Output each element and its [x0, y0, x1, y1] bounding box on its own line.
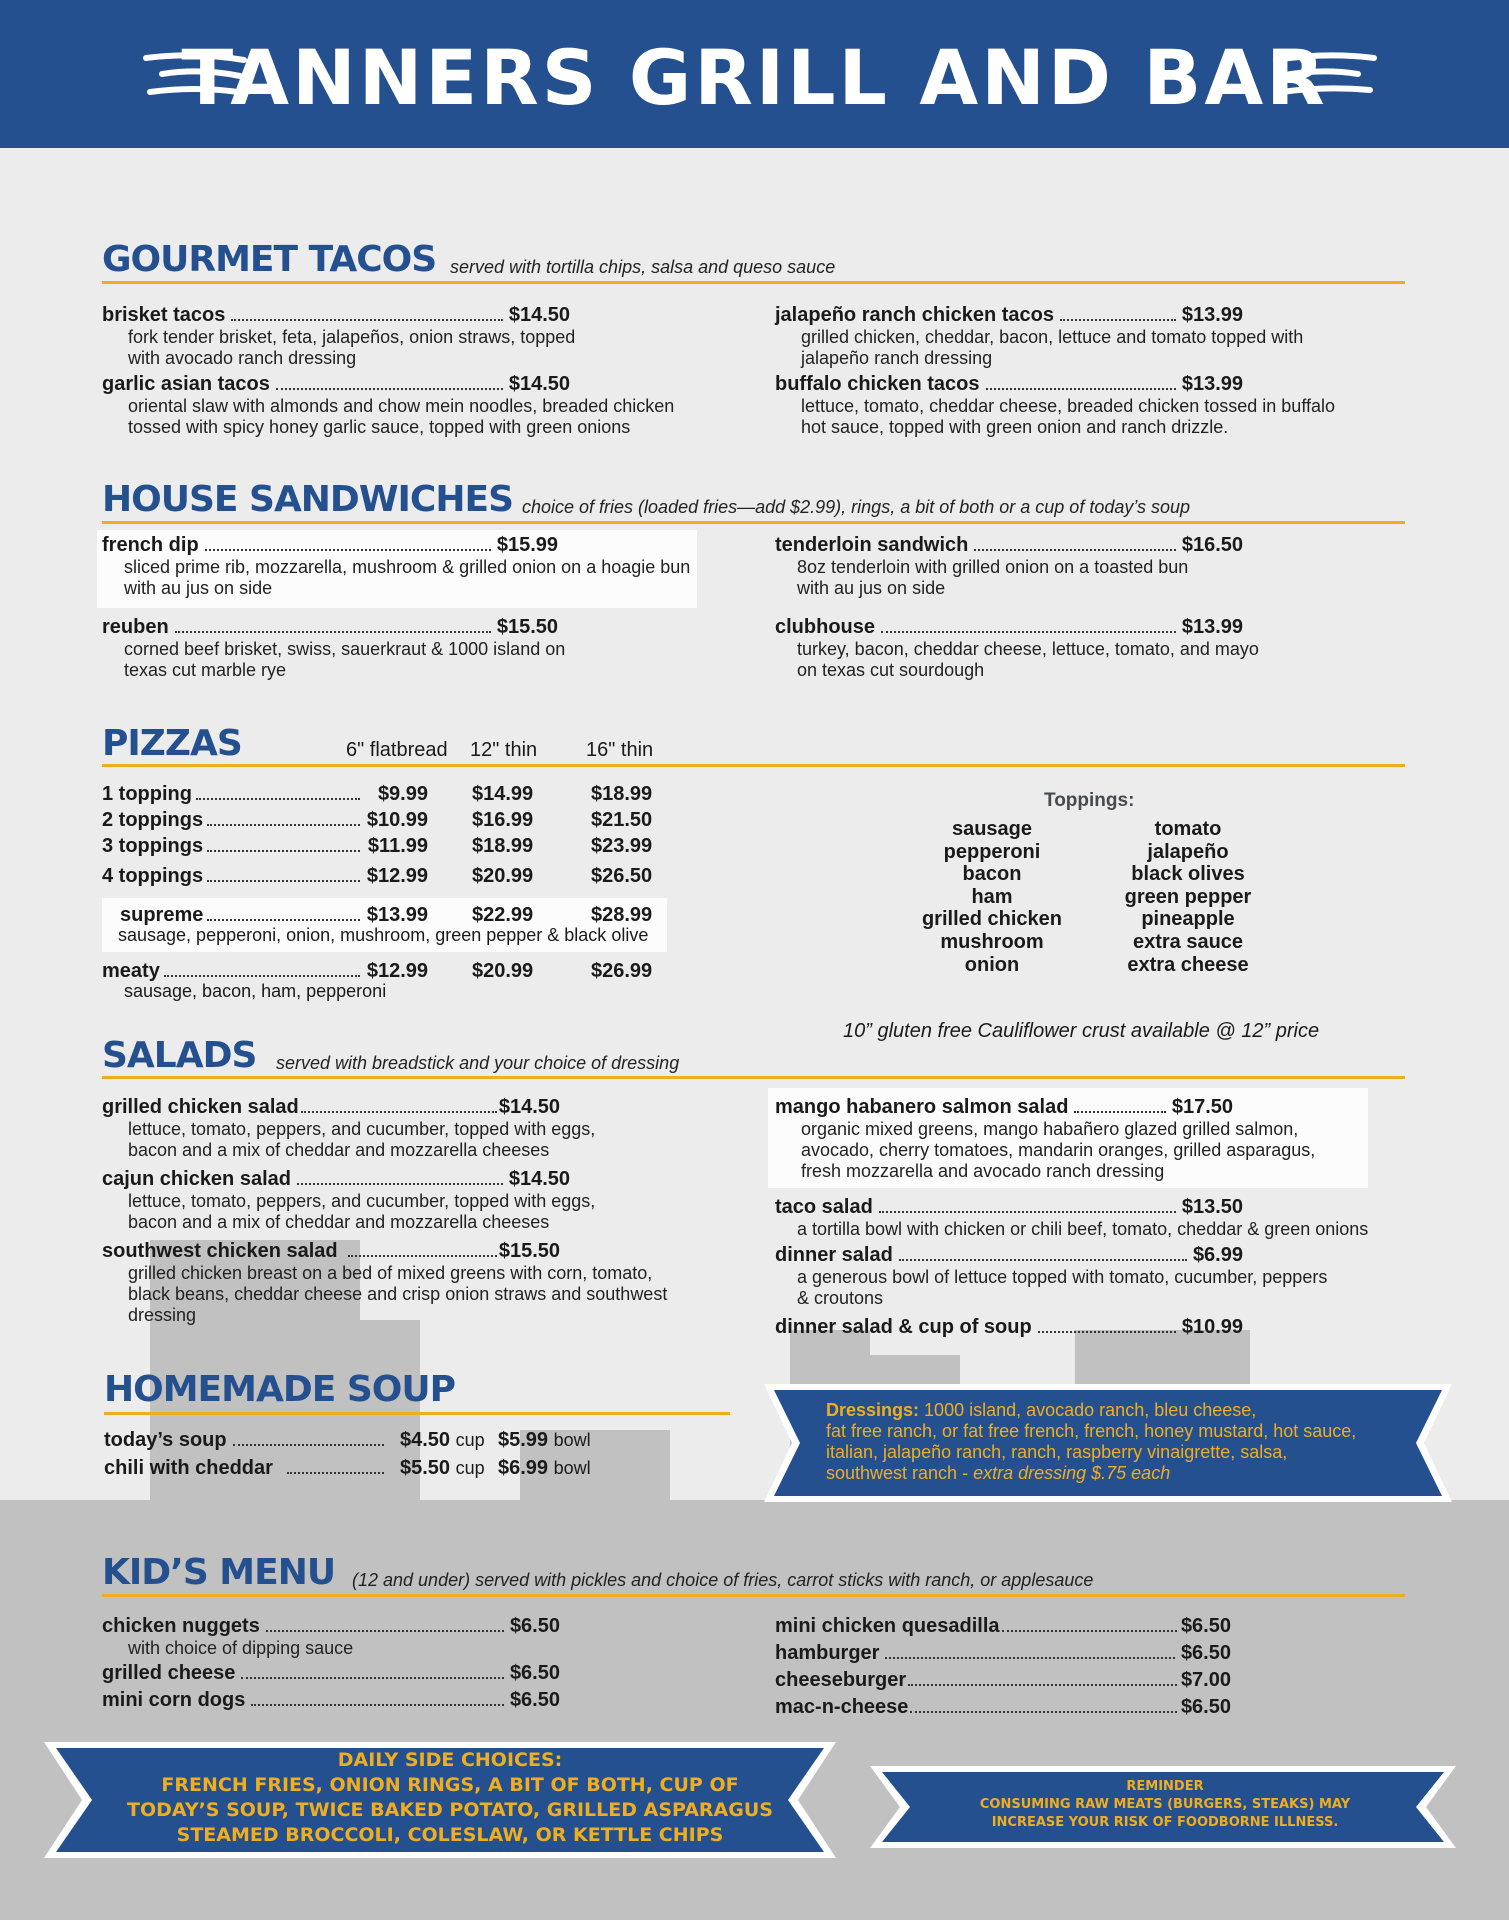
menu-item: french dip $15.99 sliced prime rib, mozzarella, mushroom & grilled onion on a hoagie bun with au jus on side [102, 534, 691, 598]
section-rule [102, 1594, 1405, 1597]
section-rule [102, 764, 1405, 767]
toppings-list-right: tomato jalapeño black olives green pepper pineapple extra sauce extra cheese [1124, 818, 1252, 976]
side-choices-text: DAILY SIDE CHOICES: FRENCH FRIES, ONION RINGS, A BIT OF BOTH, CUP OF TODAY’S SOUP, TWICE BAKED POTATO, GRILLED ASPARAGUS STEAMED BROCCOLI, COLESLAW, OR KETTLE CHIPS [127, 1749, 773, 1846]
restaurant-name: TANNERS GRILL AND BAR [181, 33, 1328, 122]
menu-item: grilled chicken salad $14.50 lettuce, tomato, peppers, and cucumber, topped with eggs, bacon and a mix of cheddar and mozzarella cheeses [102, 1096, 596, 1160]
size-header: 16" thin [586, 739, 654, 761]
menu-item: chicken nuggets $6.50 with choice of dipping sauce [102, 1615, 560, 1658]
dressings-text: Dressings: 1000 island, avocado ranch, bleu cheese, fat free ranch, or fat free french, french, honey mustard, hot sauce, italian, jalapeño ranch, ranch, raspberry vinaigrette, salsa, southwest ranch - extra dressing $.75 each [826, 1400, 1357, 1483]
section-subtitle-kids: (12 and under) served with pickles and choice of fries, carrot sticks with ranch, or applesauce [352, 1570, 1094, 1590]
section-subtitle-tacos: served with tortilla chips, salsa and queso sauce [450, 257, 836, 277]
section-rule [102, 281, 1405, 284]
header-banner [0, 0, 1509, 148]
section-rule [104, 1412, 730, 1415]
menu-item: garlic asian tacos $14.50 oriental slaw with almonds and chow mein noodles, breaded chicken tossed with spicy honey garlic sauce, topped with green onions [102, 373, 675, 437]
section-title-soup: HOMEMADE SOUP [104, 1369, 455, 1410]
menu-item: dinner salad $6.99 a generous bowl of lettuce topped with tomato, cucumber, peppers & croutons [775, 1244, 1328, 1308]
menu-item: mango habanero salmon salad $17.50 organic mixed greens, mango habañero glazed grilled salmon, avocado, cherry tomatoes, mandarin oranges, grilled asparagus, fresh mozzarella and avocado ranch dressing [775, 1096, 1316, 1181]
section-title-kids: KID’S MENU [102, 1552, 336, 1593]
menu-item: tenderloin sandwich $16.50 8oz tenderloin with grilled onion on a toasted bun with au jus on side [775, 534, 1243, 598]
toppings-list-left: sausage pepperoni bacon ham grilled chicken mushroom onion [921, 818, 1063, 976]
section-title-salads: SALADS [102, 1035, 257, 1076]
section-rule [102, 1076, 1405, 1079]
section-title-sandwiches: HOUSE SANDWICHES [102, 479, 513, 520]
section-subtitle-sandwiches: choice of fries (loaded fries—add $2.99), rings, a bit of both or a cup of today’s soup [522, 497, 1191, 517]
menu-item: buffalo chicken tacos $13.99 lettuce, tomato, cheddar cheese, breaded chicken tossed in buffalo hot sauce, topped with green onion and ranch drizzle. [775, 373, 1336, 437]
section-subtitle-salads: served with breadstick and your choice of dressing [276, 1053, 680, 1073]
menu-item: brisket tacos $14.50 fork tender brisket, feta, jalapeños, onion straws, topped with avocado ranch dressing [102, 304, 576, 368]
menu-item: clubhouse $13.99 turkey, bacon, cheddar cheese, lettuce, tomato, and mayo on texas cut sourdough [775, 616, 1259, 680]
menu-page: TANNERS GRILL AND BAR GOURMET TACOS served with tortilla chips, salsa and queso sauce brisket tacos $14.50 fork tender brisket, feta, jalapeños, onion straws, topped with avocado ranch dressing garlic asian tacos $14.50 oriental slaw with almonds and chow mein noodles, breaded chicken tossed with spicy honey garlic sauce, topped with green onions jalapeño ranch chicken tacos $13.99 grilled chicken, cheddar, bacon, lettuce and tomato topped with jalapeño ranch dressing buffalo chicken tacos $13.99 lettuce, tomato, cheddar cheese, breaded chicken tossed in buffalo hot sauce, topped with green onion and ranch drizzle. HOUSE SANDWICHES choice of fries (loaded fries—add $2.99), rings, a bit of both or a cup of today’s soup french dip $15.99 sliced prime rib, mozzarella, mushroom & grilled onion on a hoagie bun with au jus on side reuben $15.50 corned beef brisket, swiss, sauerkraut & 1000 island on texas cut marble rye tenderloin sandwich $16.50 8oz tenderloin with grilled onion on a toasted bun with au jus on side clubhouse $13.99 turkey, bacon, cheddar cheese, lettuce, tomato, and mayo on texas cut sourdough PIZZAS 6" flatbread 12" thin 16" thin 1 topping $9.99 $14.99 $18.99 2 toppings $10.99 $16.99 $21.50 3 toppings $11.99 $18.99 $23.99 4 toppings $12.99 $20.99 $26.50 supreme $13.99 $22.99 $28.99 sausage, pepperoni, onion, mushroom, green pepper & black olive meaty $12.99 $20.99 $26.99 sausage, bacon, ham, pepperoni Toppings: sausage pepperoni bacon ham grilled chicken mushroom onion tomato jalapeño black olives green pepper pineapple extra sauce extra cheese 10” gluten free Cauliflower crust available @ 12” price SALADS served with breadstick and your choice of dressing grilled chicken salad $14.50 lettuce, tomato, peppers, and cucumber, topped with eggs, bacon and a mix of cheddar and mozzarella cheeses cajun chicken salad $14.50 lettuce, tomato, peppers, and cucumber, topped with eggs, bacon and a mix of cheddar and mozzarella cheeses southwest chicken salad $15.50 grilled chicken breast on a bed of mixed greens with corn, tomato, black beans, cheddar cheese and crisp onion straws and southwest dressing mango habanero salmon salad $17.50 organic mixed greens, mango habañero glazed grilled salmon, avocado, cherry tomatoes, mandarin oranges, grilled asparagus, fresh mozzarella and avocado ranch dressing taco salad $13.50 a tortilla bowl with chicken or chili beef, tomato, cheddar & green onions dinner salad $6.99 a generous bowl of lettuce topped with tomato, cucumber, peppers & croutons dinner salad & cup of soup $10.99 HOMEMADE SOUP today’s soup $4.50 cup $5.99 bowl chili with cheddar $5.50 cup $6.99 bowl Dressings: 1000 island, avocado ranch, bleu cheese, fat free ranch, or fat free french, french, honey mustard, hot sauce, italian, jalapeño ranch, ranch, raspberry vinaigrette, salsa, southwest ranch - extra dressing $.75 each KID’S MENU (12 and under) served with pickles and choice of fries, carrot sticks with ranch, or applesauce chicken nuggets $6.50 with choice of dipping sauce grilled cheese $6.50 mini corn dogs $6.50 mini chicken quesadilla $6.50 hamburger $6.50 cheeseburger $7.00 mac-n-cheese $6.50 DAILY SIDE CHOICES: FRENCH FRIES, ONION RINGS, A BIT OF BOTH, CUP OF TODAY’S SOUP, TWICE BAKED POTATO, GRILLED ASPARAGUS STEAMED BROCCOLI, COLESLAW, OR KETTLE CHIPS REMINDER CONSUMING RAW MEATS (BURGERS, STEAKS) MAY INCREASE YOUR RISK OF FOODBORNE ILLNESS. [0, 0, 1509, 1920]
menu-item: mini corn dogs $6.50 [102, 1689, 560, 1711]
menu-item: reuben $15.50 corned beef brisket, swiss, sauerkraut & 1000 island on texas cut marble rye [102, 616, 566, 680]
menu-item: dinner salad & cup of soup $10.99 [775, 1316, 1243, 1338]
menu-item: mac-n-cheese $6.50 [775, 1696, 1231, 1718]
section-title-pizzas: PIZZAS [102, 723, 242, 764]
menu-item: hamburger $6.50 [775, 1642, 1231, 1664]
size-header: 12" thin [470, 739, 538, 761]
menu-item: southwest chicken salad $15.50 grilled chicken breast on a bed of mixed greens with corn, tomato, black beans, cheddar cheese and crisp onion straws and southwest dressing [102, 1240, 668, 1325]
menu-item: jalapeño ranch chicken tacos $13.99 grilled chicken, cheddar, bacon, lettuce and tomato topped with jalapeño ranch dressing [775, 304, 1304, 368]
size-header: 6" flatbread [346, 739, 448, 761]
pizza-desc: sausage, pepperoni, onion, mushroom, green pepper & black olive [118, 925, 649, 945]
section-rule [102, 521, 1405, 524]
menu-item: cheeseburger $7.00 [775, 1669, 1231, 1691]
menu-item: cajun chicken salad $14.50 lettuce, tomato, peppers, and cucumber, topped with eggs, bacon and a mix of cheddar and mozzarella cheeses [102, 1168, 596, 1232]
menu-item: grilled cheese $6.50 [102, 1662, 560, 1684]
brush-stroke-right-icon [1270, 50, 1380, 100]
reminder-text: REMINDER CONSUMING RAW MEATS (BURGERS, STEAKS) MAY INCREASE YOUR RISK OF FOODBORNE ILLNESS. [979, 1779, 1351, 1830]
section-title-tacos: GOURMET TACOS [102, 239, 437, 280]
menu-item: taco salad $13.50 a tortilla bowl with chicken or chili beef, tomato, cheddar & green onions [775, 1196, 1369, 1239]
menu-item: mini chicken quesadilla $6.50 [775, 1615, 1231, 1637]
gluten-free-note: 10” gluten free Cauliflower crust available @ 12” price [843, 1020, 1320, 1042]
pizza-desc: sausage, bacon, ham, pepperoni [124, 981, 387, 1001]
toppings-title: Toppings: [1044, 790, 1135, 811]
